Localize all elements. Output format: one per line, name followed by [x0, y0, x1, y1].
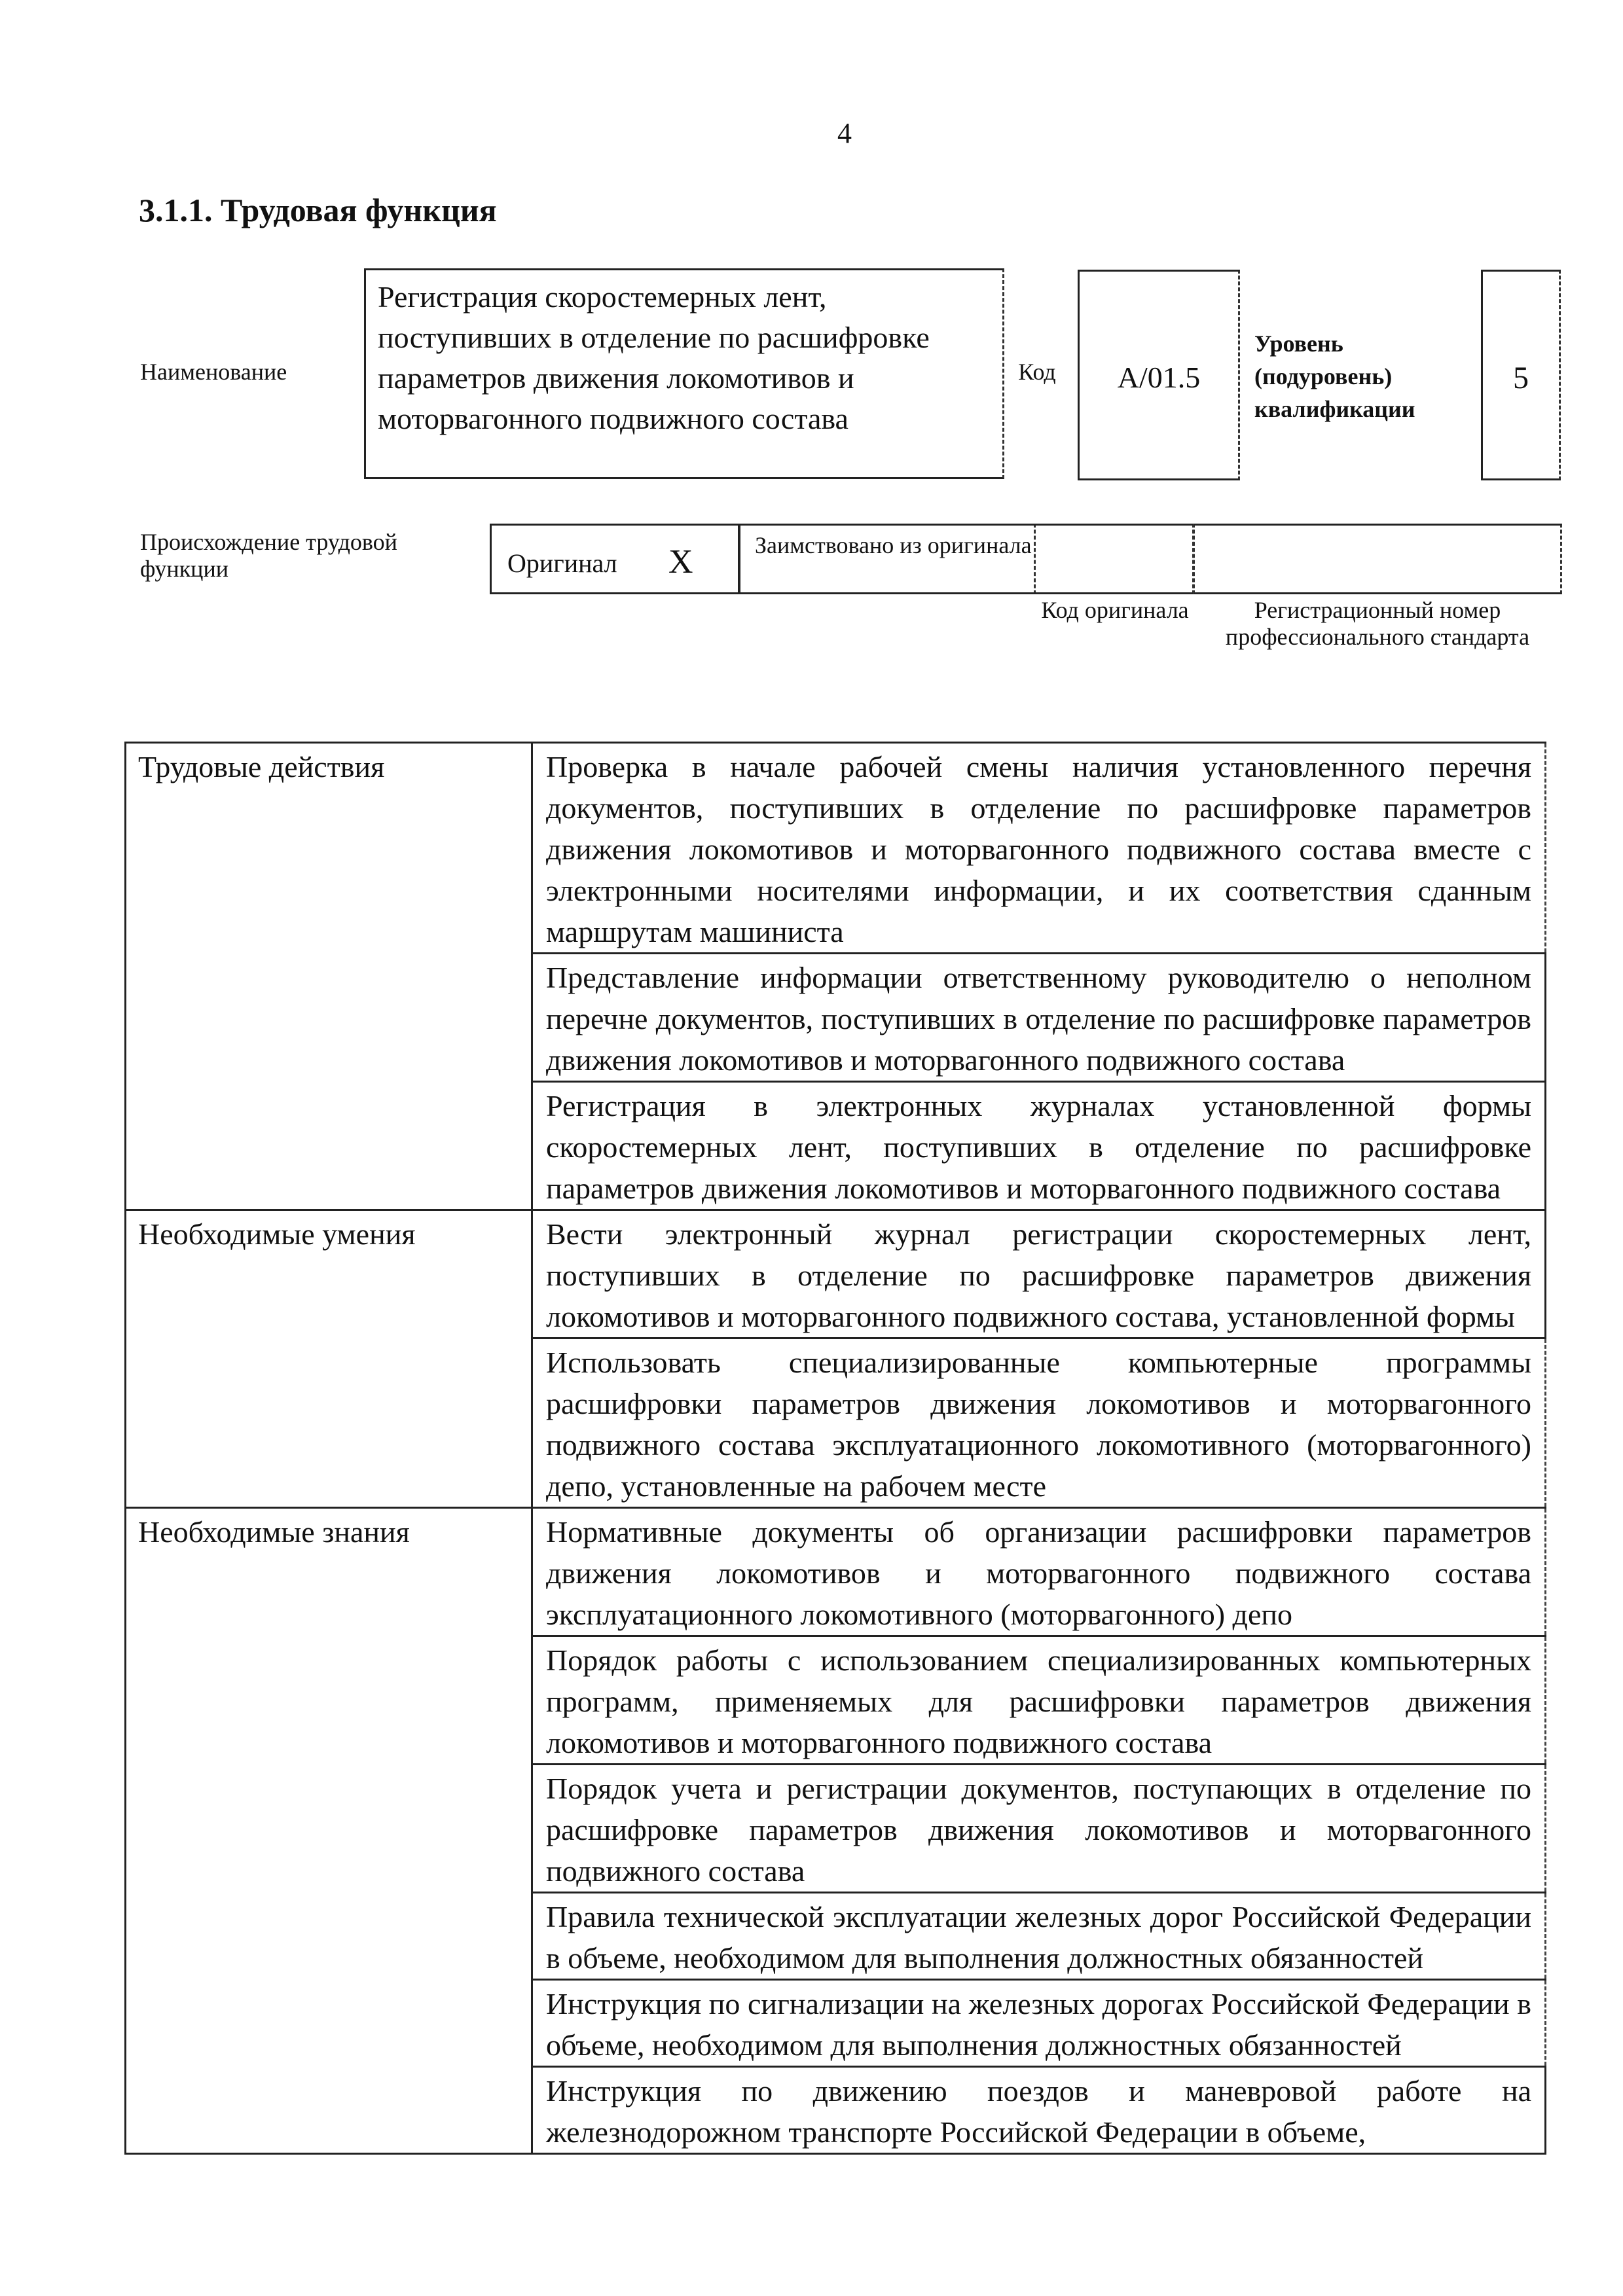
item-cell: Инструкция по сигнализации на железных дорогах Российской Федерации в объеме, необходимом для выполнения должностных обязанностей — [532, 1980, 1546, 2067]
name-label: Наименование — [140, 359, 287, 385]
name-value-box — [364, 268, 1004, 479]
item-cell: Вести электронный журнал регистрации скоростемерных лент, поступивших в отделение по расшифровке параметров движения локомотивов и моторвагонного подвижного состава, установленной формы — [532, 1210, 1546, 1338]
section-title: 3.1.1. Трудовая функция — [139, 192, 497, 228]
code-value-box — [1078, 270, 1240, 480]
code-value: А/01.5 — [1117, 361, 1201, 394]
item-cell: Использовать специализированные компьютерные программы расшифровки параметров движения локомотивов и моторвагонного подвижного состава эксплуатационного локомотивного (моторвагонного) депо, установленные на рабочем месте — [532, 1338, 1546, 1508]
level-label: Уровень (подуровень) квалификации — [1254, 331, 1415, 422]
name-value: Регистрация скоростемерных лент, поступивших в отделение по расшифровке параметров движения локомотивов и моторвагонного подвижного состава — [378, 280, 930, 435]
item-cell: Регистрация в электронных журналах установленной формы скоростемерных лент, поступивших в отделение по расшифровке параметров движения локомотивов и моторвагонного подвижного состава — [532, 1082, 1546, 1210]
reg-number-caption: Регистрационный номер профессионального стандарта — [1225, 597, 1530, 651]
borrowed-label: Заимствовано из оригинала — [755, 532, 1032, 558]
reg-number-box — [1193, 524, 1562, 594]
page-number: 4 — [837, 117, 852, 149]
item-cell: Порядок работы с использованием специализированных компьютерных программ, применяемых для расшифровки параметров движения локомотивов и моторвагонного подвижного состава — [532, 1636, 1546, 1765]
level-value: 5 — [1513, 361, 1529, 395]
category-cell: Трудовые действия — [126, 743, 532, 1210]
category-cell: Необходимые знания — [126, 1508, 532, 2154]
table-row — [126, 1508, 1546, 1636]
code-original-caption: Код оригинала — [1041, 597, 1189, 623]
table-row — [126, 743, 1546, 954]
item-cell: Представление информации ответственному руководителю о неполном перечне документов, поступивших в отделение по расшифровке параметров движения локомотивов и моторвагонного подвижного состава — [532, 954, 1546, 1082]
code-original-box — [1034, 524, 1194, 594]
original-label: Оригинал — [507, 548, 617, 578]
item-cell: Инструкция по движению поездов и маневровой работе на железнодорожном транспорте Российской Федерации в объеме, — [532, 2067, 1546, 2154]
table-row — [126, 1210, 1546, 1338]
original-box — [490, 524, 740, 594]
borrowed-box — [739, 524, 1036, 594]
category-cell: Необходимые умения — [126, 1210, 532, 1508]
item-cell: Нормативные документы об организации расшифровки параметров движения локомотивов и моторвагонного подвижного состава эксплуатационного локомотивного (моторвагонного) депо — [532, 1508, 1546, 1636]
item-cell: Порядок учета и регистрации документов, поступающих в отделение по расшифровке параметров движения локомотивов и моторвагонного подвижного состава — [532, 1765, 1546, 1893]
labor-function-table — [124, 742, 1546, 2155]
origin-label: Происхождение трудовой функции — [140, 529, 397, 583]
level-value-box — [1481, 270, 1561, 480]
code-label: Код — [1018, 359, 1056, 385]
item-cell: Правила технической эксплуатации железных дорог Российской Федерации в объеме, необходимом для выполнения должностных обязанностей — [532, 1893, 1546, 1980]
original-mark: Х — [668, 543, 693, 581]
item-cell: Проверка в начале рабочей смены наличия установленного перечня документов, поступивших в отделение по расшифровке параметров движения локомотивов и моторвагонного подвижного состава вместе с электронными носителями информации, и их соответствия сданным маршрутам машиниста — [532, 743, 1546, 954]
